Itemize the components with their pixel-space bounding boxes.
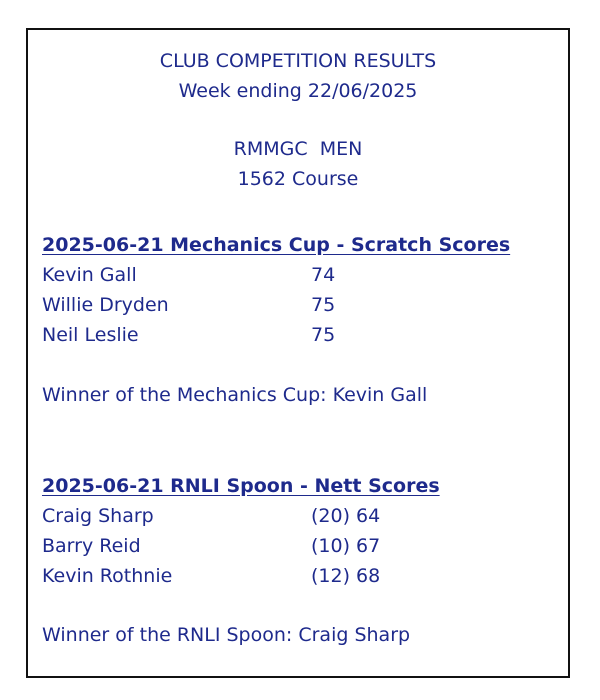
player-name: Neil Leslie (42, 324, 139, 346)
rnli-spoon-section (42, 471, 558, 650)
player-name: Kevin Gall (42, 264, 137, 286)
player-name: Barry Reid (42, 535, 141, 557)
mechanics-cup-heading: 2025-06-21 Mechanics Cup - Scratch Scores (42, 234, 511, 256)
course-name: 1562 Course (237, 168, 359, 190)
rnli-spoon-winner: Winner of the RNLI Spoon: Craig Sharp (42, 624, 411, 646)
club-block (28, 134, 568, 194)
player-name: Craig Sharp (42, 505, 154, 527)
player-name: Kevin Rothnie (42, 565, 173, 587)
result-row (42, 290, 558, 320)
document-title: CLUB COMPETITION RESULTS (159, 50, 437, 72)
player-name: Willie Dryden (42, 294, 169, 316)
result-row (42, 260, 558, 290)
week-ending-date: Week ending 22/06/2025 (178, 80, 418, 102)
player-score: (10) 67 (311, 535, 381, 557)
result-row (42, 531, 558, 561)
player-score: 75 (311, 324, 336, 346)
player-score: 75 (311, 294, 336, 316)
mechanics-cup-section (42, 230, 558, 410)
result-row (42, 561, 558, 591)
mechanics-cup-winner: Winner of the Mechanics Cup: Kevin Gall (42, 384, 428, 406)
result-row (42, 320, 558, 350)
header-block (28, 46, 568, 106)
player-score: (12) 68 (311, 565, 381, 587)
result-row (42, 501, 558, 531)
player-score: (20) 64 (311, 505, 381, 527)
player-score: 74 (311, 264, 336, 286)
results-document (26, 28, 570, 678)
rnli-spoon-heading: 2025-06-21 RNLI Spoon - Nett Scores (42, 475, 440, 497)
club-name: RMMGC MEN (233, 138, 363, 160)
